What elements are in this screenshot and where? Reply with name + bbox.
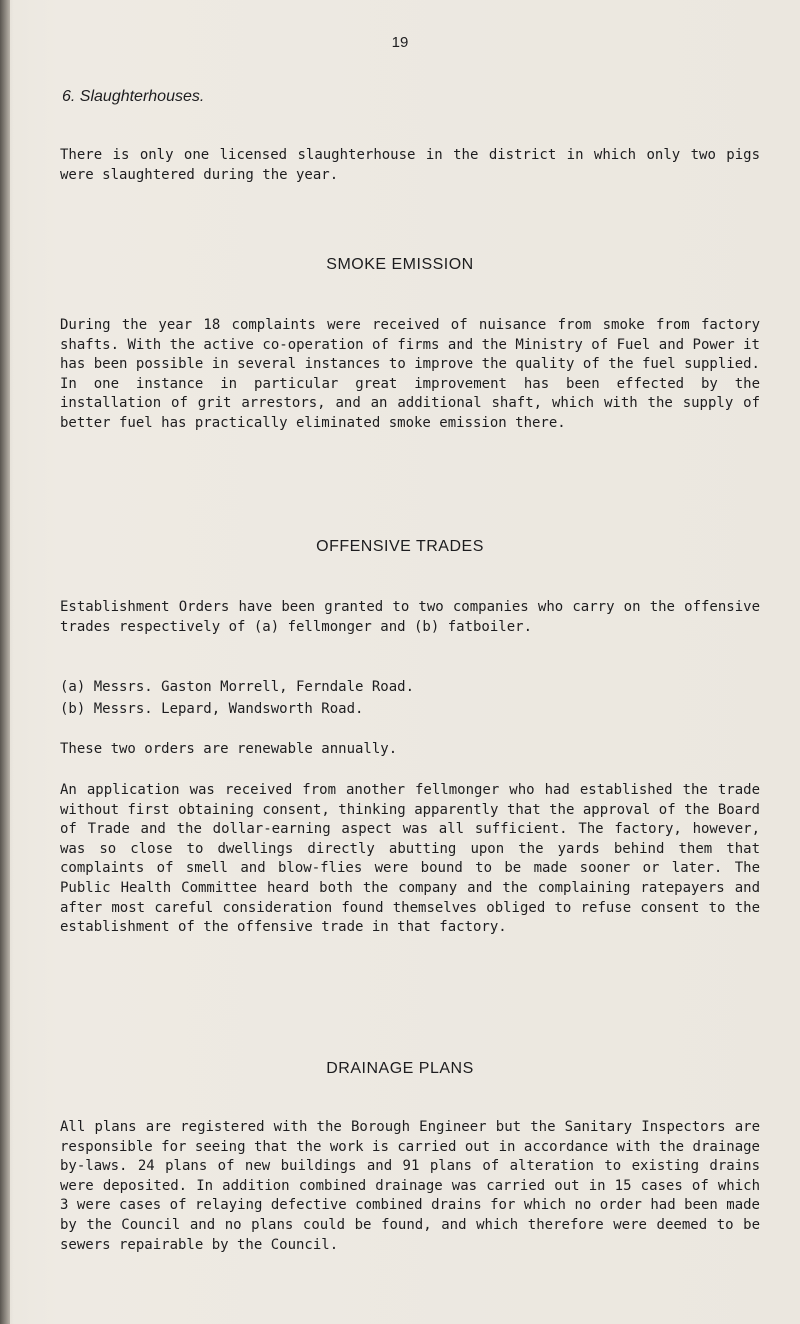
slaughterhouses-heading: 6. Slaughterhouses. (62, 88, 205, 105)
offensive-trades-item-a: (a) Messrs. Gaston Morrell, Ferndale Road. (60, 679, 415, 695)
offensive-trades-heading: OFFENSIVE TRADES (316, 538, 484, 555)
offensive-trades-renewal: These two orders are renewable annually. (60, 741, 398, 757)
drainage-plans-paragraph: All plans are registered with the Borough Engineer but the Sanitary Inspectors are responsible for seeing that the work is carried out in accordance with the drainage by-laws. 24 plans of new buildings and 91 plans of alteration to existing drains were deposited. In addition combined drainage was carried out in 15 cases of which 3 were cases of relaying defective combined drains for which no order had been made by the Council and no plans could be found, and which therefore were deemed to be sewers repairable by the Council. (60, 1119, 760, 1253)
smoke-emission-paragraph: During the year 18 complaints were received of nuisance from smoke from factory shafts. With the active co-operation of firms and the Ministry of Fuel and Power it has been possible in several instances to improve the quality of the fuel supplied. In one instance in particular great improvement has been effected by the installation of grit arrestors, and an additional shaft, which with the supply of better fuel has practically eliminated smoke emission there. (60, 317, 760, 431)
offensive-trades-application: An application was received from another fellmonger who had established the trade without first obtaining consent, thinking apparently that the approval of the Board of Trade and the dollar-earning aspect was all sufficient. The factory, however, was so close to dwellings directly abutting upon the yards behind them that complaints of smell and blow-flies were bound to be made sooner or later. The Public Health Committee heard both the company and the complaining ratepayers and after most careful consideration found themselves obliged to refuse consent to the establishment of the offensive trade in that factory. (60, 782, 760, 936)
offensive-trades-intro: Establishment Orders have been granted to two companies who carry on the offensive trades respectively of (a) fellmonger and (b) fatboiler. (60, 599, 760, 635)
offensive-trades-item-b: (b) Messrs. Lepard, Wandsworth Road. (60, 701, 364, 717)
page-number: 19 (391, 34, 409, 51)
slaughterhouses-paragraph: There is only one licensed slaughterhouse in the district in which only two pigs were slaughtered during the year. (60, 147, 760, 183)
page-binding-edge (0, 0, 10, 1324)
smoke-emission-heading: SMOKE EMISSION (326, 256, 474, 273)
drainage-plans-heading: DRAINAGE PLANS (326, 1060, 474, 1077)
